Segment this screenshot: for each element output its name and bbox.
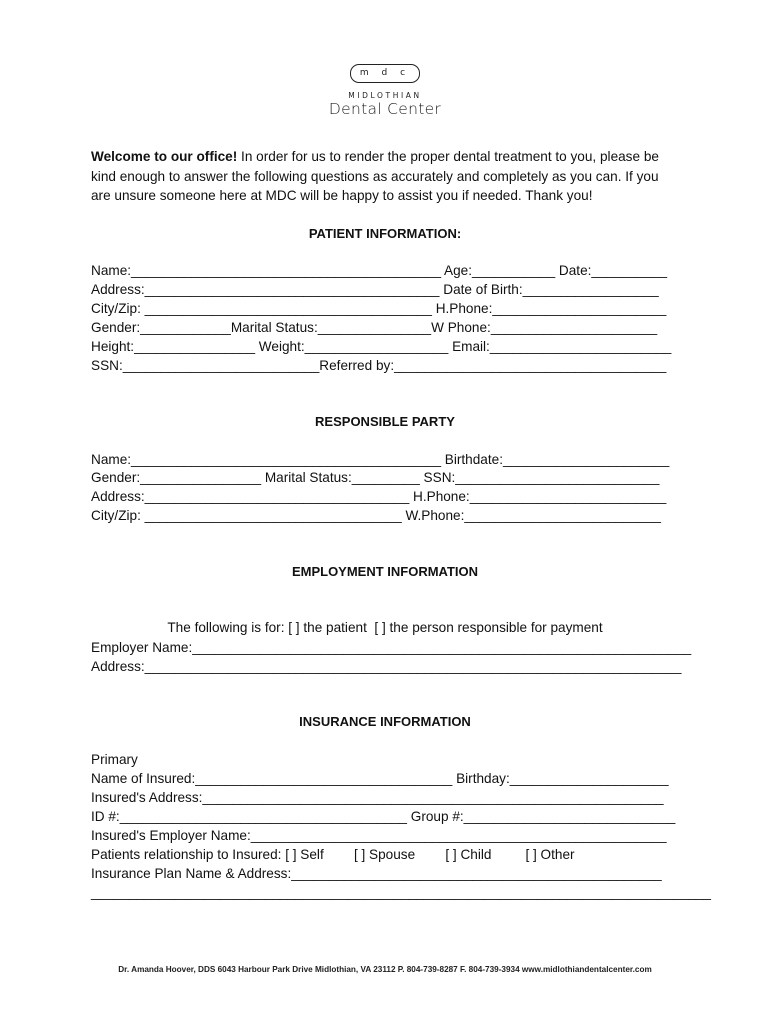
- employment-following[interactable]: The following is for: [ ] the patient [ ] the person responsible for payment: [167, 620, 603, 635]
- insurance-line-address[interactable]: Insured's Address:_____________________________________________________________: [91, 790, 664, 805]
- insurance-line-employer[interactable]: Insured's Employer Name:_______________________________________________________: [91, 828, 667, 843]
- insurance-line-plan[interactable]: Insurance Plan Name & Address:_________________________________________________: [91, 866, 662, 881]
- patient-heading: PATIENT INFORMATION:: [308, 226, 462, 241]
- patient-line-name[interactable]: Name:_________________________________________ Age:___________ Date:__________: [91, 263, 668, 278]
- logo-badge: m d c: [350, 64, 420, 83]
- employment-heading: EMPLOYMENT INFORMATION: [291, 564, 479, 579]
- responsible-line-address[interactable]: Address:___________________________________ H.Phone:__________________________: [91, 489, 667, 504]
- patient-line-cityzip[interactable]: City/Zip: ______________________________________ H.Phone:_______________________: [91, 301, 667, 316]
- responsible-line-gender[interactable]: Gender:________________ Marital Status:_________ SSN:___________________________: [91, 470, 660, 485]
- logo-top-text: MIDLOTHIAN: [348, 91, 422, 100]
- insurance-line-blank[interactable]: __________________________________________________________________________________: [91, 885, 711, 900]
- patient-line-height[interactable]: Height:________________ Weight:___________________ Email:________________________: [91, 339, 672, 354]
- intro-paragraph: [91, 147, 681, 206]
- footer-contact: Dr. Amanda Hoover, DDS 6043 Harbour Park Drive Midlothian, VA 23112 P. 804-739-8287 F. 804-739-3934 www.midlothiandentalcenter.com: [118, 965, 652, 974]
- insurance-line-primary: Primary: [91, 752, 138, 767]
- intro-bold: Welcome to our office!: [91, 149, 238, 164]
- patient-line-ssn[interactable]: SSN:__________________________Referred by:____________________________________: [91, 358, 667, 373]
- patient-line-address[interactable]: Address:_______________________________________ Date of Birth:__________________: [91, 282, 659, 297]
- logo-main-text: Dental Center: [328, 100, 442, 118]
- responsible-heading: RESPONSIBLE PARTY: [315, 414, 455, 429]
- insurance-heading: INSURANCE INFORMATION: [299, 714, 471, 729]
- employment-line-address[interactable]: Address:_______________________________________________________________________: [91, 659, 682, 674]
- logo: [0, 62, 770, 118]
- responsible-line-cityzip[interactable]: City/Zip: __________________________________ W.Phone:__________________________: [91, 508, 661, 523]
- employment-line-employer[interactable]: Employer Name:__________________________________________________________________: [91, 640, 692, 655]
- intro-text: In order for us to render the proper dental treatment to you, please be kind enough to answer the following questions as accurately and completely as you can. If you are unsure someone here at MDC will be happy to assist you if needed. Thank you!: [91, 149, 659, 203]
- responsible-line-name[interactable]: Name:_________________________________________ Birthdate:______________________: [91, 452, 670, 467]
- patient-line-gender[interactable]: Gender:____________Marital Status:_______________W Phone:______________________: [91, 320, 658, 335]
- insurance-line-insured[interactable]: Name of Insured:__________________________________ Birthday:_____________________: [91, 771, 669, 786]
- insurance-line-relationship[interactable]: Patients relationship to Insured: [ ] Self [ ] Spouse [ ] Child [ ] Other: [91, 847, 575, 862]
- insurance-line-id[interactable]: ID #:______________________________________ Group #:____________________________: [91, 809, 676, 824]
